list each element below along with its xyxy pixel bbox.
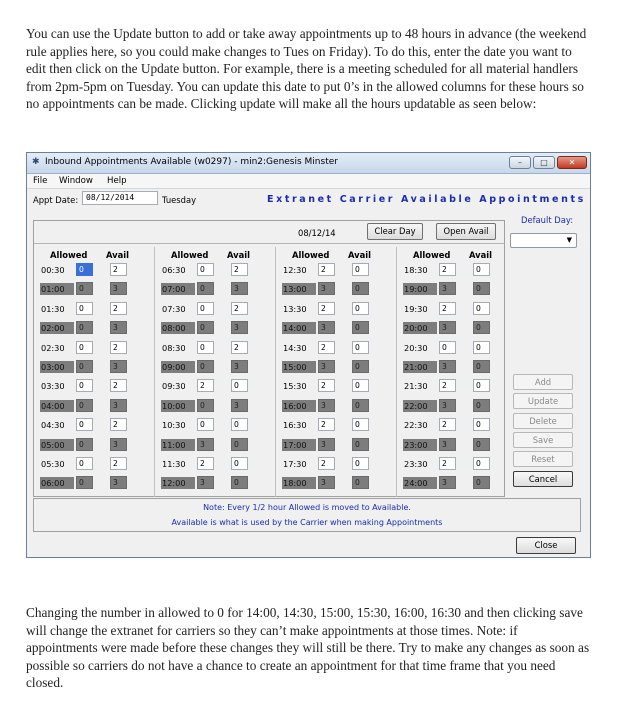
allowed-input[interactable]: 2: [439, 263, 456, 276]
avail-field: 0: [473, 379, 490, 392]
allowed-input[interactable]: 0: [197, 360, 214, 373]
avail-field: 0: [473, 476, 490, 489]
time-label: 03:30: [41, 381, 65, 392]
time-slot-row: [159, 340, 273, 355]
avail-field: 2: [231, 263, 248, 276]
time-label: 17:30: [283, 459, 307, 469]
allowed-input[interactable]: 2: [439, 302, 456, 315]
time-label: 08:00: [161, 322, 195, 334]
avail-field: 0: [231, 418, 248, 431]
time-label: 06:30: [162, 265, 186, 275]
time-slot-row: [280, 320, 394, 335]
time-slot-row: [401, 281, 515, 296]
time-label: 11:00: [161, 439, 195, 451]
allowed-input[interactable]: 0: [197, 263, 214, 276]
allowed-input[interactable]: 3: [439, 282, 456, 295]
allowed-input[interactable]: 0: [76, 399, 93, 412]
time-label: 19:00: [403, 283, 437, 295]
allowed-input[interactable]: 2: [318, 457, 335, 470]
time-slot-row: [401, 475, 515, 490]
column-separator: [275, 247, 276, 497]
avail-field: 0: [352, 341, 369, 354]
allowed-header: Allowed: [413, 250, 451, 260]
allowed-input[interactable]: 2: [318, 341, 335, 354]
time-label: 13:00: [282, 283, 316, 295]
avail-field: 2: [110, 302, 127, 315]
time-label: 21:30: [404, 381, 428, 392]
avail-field: 2: [110, 418, 127, 431]
time-label: 14:00: [282, 322, 316, 334]
avail-field: 0: [352, 418, 369, 431]
default-day-label: Default Day:: [521, 215, 574, 225]
allowed-input[interactable]: 3: [439, 321, 456, 334]
time-label: 02:00: [40, 322, 74, 334]
time-slot-row: [280, 340, 394, 355]
time-slot-row: [401, 320, 515, 335]
time-slot-row: [280, 359, 394, 374]
time-label: 17:00: [282, 439, 316, 451]
avail-field: 3: [110, 321, 127, 334]
banner-title: Extranet Carrier Available Appointments: [267, 194, 586, 205]
default-day-select[interactable]: [510, 233, 577, 248]
allowed-input[interactable]: 0: [439, 341, 456, 354]
allowed-input[interactable]: 2: [439, 457, 456, 470]
time-column-3: [280, 250, 394, 495]
avail-field: 0: [352, 321, 369, 334]
menu-bar: [27, 174, 590, 189]
avail-field: 0: [473, 360, 490, 373]
allowed-input[interactable]: 0: [76, 476, 93, 489]
time-label: 04:00: [40, 400, 74, 412]
time-label: 23:00: [403, 439, 437, 451]
time-label: 15:30: [283, 381, 307, 392]
allowed-input[interactable]: 0: [197, 302, 214, 315]
time-label: 20:00: [403, 322, 437, 334]
time-slot-row: [280, 301, 394, 316]
avail-field: 2: [110, 341, 127, 354]
time-label: 18:30: [404, 265, 428, 275]
avail-field: 3: [110, 399, 127, 412]
time-slot-row: [159, 398, 273, 413]
menu-help[interactable]: Help: [107, 176, 127, 186]
avail-field: 0: [473, 321, 490, 334]
time-label: 11:30: [162, 459, 186, 469]
time-label: 04:30: [41, 420, 65, 431]
time-label: 22:30: [404, 420, 428, 431]
appointments-window: [26, 152, 591, 558]
time-label: 13:30: [283, 303, 307, 314]
allowed-input[interactable]: 2: [197, 457, 214, 470]
allowed-input[interactable]: 3: [439, 438, 456, 451]
time-slot-row: [159, 417, 273, 432]
time-label: 07:00: [161, 283, 195, 295]
time-slot-row: [280, 262, 394, 277]
avail-field: 3: [110, 476, 127, 489]
delete-button[interactable]: Delete: [513, 413, 573, 429]
avail-field: 0: [473, 263, 490, 276]
allowed-input[interactable]: 3: [318, 438, 335, 451]
minimize-button[interactable]: [509, 156, 531, 169]
time-slot-row: [38, 417, 152, 432]
avail-field: 3: [231, 360, 248, 373]
add-button[interactable]: Add: [513, 374, 573, 390]
maximize-button[interactable]: [533, 156, 555, 169]
time-label: 05:00: [40, 439, 74, 451]
time-slot-row: [159, 378, 273, 393]
intro-paragraph: You can use the Update button to add or take away appointments up to 48 hours in advance (the weekend rule applies here, so you could make changes to Tues on Friday). To do this, enter the date you want to edit then click on the Update button. For example, there is a meeting scheduled for all material handlers from 2pm-5pm on Tuesday. You can update this date to put 0’s in the allowed columns for these hours so no appointments can be made. Clicking update will make all the hours updatable as seen below:: [26, 26, 587, 112]
avail-field: 3: [110, 438, 127, 451]
time-label: 18:00: [282, 477, 316, 489]
time-slot-row: [280, 378, 394, 393]
appt-date-input[interactable]: 08/12/2014: [82, 191, 158, 205]
time-label: 09:30: [162, 381, 186, 392]
allowed-input[interactable]: 3: [439, 360, 456, 373]
avail-field: 0: [231, 476, 248, 489]
avail-field: 0: [352, 282, 369, 295]
avail-field: 0: [352, 379, 369, 392]
minimize-icon: –: [518, 158, 522, 167]
time-slot-row: [38, 437, 152, 452]
app-icon: ✱: [32, 157, 40, 167]
avail-field: 3: [110, 282, 127, 295]
allowed-input[interactable]: 0: [76, 302, 93, 315]
allowed-input[interactable]: 0: [76, 341, 93, 354]
time-slot-row: [159, 320, 273, 335]
time-label: 10:30: [162, 420, 186, 431]
avail-field: 0: [473, 341, 490, 354]
time-label: 09:00: [161, 361, 195, 373]
time-label: 19:30: [404, 303, 428, 314]
save-button[interactable]: Save: [513, 432, 573, 448]
allowed-input[interactable]: 2: [439, 379, 456, 392]
maximize-icon: □: [540, 158, 548, 167]
avail-field: 0: [473, 438, 490, 451]
allowed-input[interactable]: 3: [197, 438, 214, 451]
allowed-input[interactable]: 0: [76, 321, 93, 334]
time-label: 02:30: [41, 342, 65, 353]
time-column-1: [38, 250, 152, 495]
avail-field: 0: [473, 302, 490, 315]
allowed-input[interactable]: 0: [76, 457, 93, 470]
allowed-input[interactable]: 3: [318, 321, 335, 334]
avail-header: Avail: [348, 250, 372, 260]
time-slot-row: [38, 456, 152, 471]
column-separator: [154, 247, 155, 497]
avail-field: 2: [110, 263, 127, 276]
time-slot-row: [159, 281, 273, 296]
allowed-header: Allowed: [171, 250, 209, 260]
allowed-input[interactable]: 0: [197, 418, 214, 431]
avail-field: 0: [473, 282, 490, 295]
avail-field: 2: [231, 341, 248, 354]
avail-field: 0: [231, 457, 248, 470]
clear-day-button[interactable]: Clear Day: [367, 223, 423, 240]
time-label: 20:30: [404, 342, 428, 353]
avail-field: 0: [473, 399, 490, 412]
allowed-input[interactable]: 3: [318, 282, 335, 295]
time-slot-row: [38, 359, 152, 374]
allowed-input[interactable]: 2: [318, 379, 335, 392]
allowed-input[interactable]: 0: [197, 321, 214, 334]
close-window-button[interactable]: [557, 156, 587, 169]
allowed-input[interactable]: 0: [197, 282, 214, 295]
chevron-down-icon: ▼: [566, 236, 572, 244]
allowed-input[interactable]: 3: [318, 399, 335, 412]
time-label: 05:30: [41, 459, 65, 469]
time-label: 06:00: [40, 477, 74, 489]
avail-field: 0: [231, 438, 248, 451]
time-slot-row: [38, 340, 152, 355]
allowed-input[interactable]: 3: [439, 476, 456, 489]
column-separator: [396, 247, 397, 497]
time-label: 16:30: [283, 420, 307, 431]
avail-field: 0: [352, 302, 369, 315]
title-bar[interactable]: [27, 153, 590, 174]
allowed-input[interactable]: 3: [318, 360, 335, 373]
avail-field: 2: [110, 457, 127, 470]
time-label: 03:00: [40, 361, 74, 373]
time-slot-row: [401, 340, 515, 355]
allowed-input[interactable]: 0: [76, 418, 93, 431]
appt-date-label: Appt Date:: [33, 195, 79, 205]
allowed-input[interactable]: 3: [439, 399, 456, 412]
time-label: 08:30: [162, 342, 186, 353]
time-label: 12:00: [161, 477, 195, 489]
avail-field: 0: [352, 360, 369, 373]
note-line-1: Note: Every 1/2 hour Allowed is moved to Available.: [203, 503, 411, 512]
avail-field: 0: [473, 457, 490, 470]
time-slot-row: [159, 437, 273, 452]
time-slot-row: [159, 456, 273, 471]
time-slot-row: [401, 378, 515, 393]
open-avail-button[interactable]: Open Avail: [436, 223, 496, 240]
time-slot-row: [280, 475, 394, 490]
time-slot-row: [401, 262, 515, 277]
time-label: 00:30: [41, 265, 65, 275]
time-slot-row: [159, 475, 273, 490]
avail-field: 0: [231, 379, 248, 392]
time-slot-row: [38, 475, 152, 490]
time-slot-row: [401, 301, 515, 316]
outro-paragraph: Changing the number in allowed to 0 for 14:00, 14:30, 15:00, 15:30, 16:00, 16:30 and then clicking save will change the extranet for carriers so they can’t make appointments at those times. Note: if appointments were made before these changes they will still be there. Try to make any changes as soon as possible so carriers do not have a chance to create an appointment for that time frame that you need closed.: [26, 605, 590, 691]
time-slot-row: [38, 398, 152, 413]
avail-header: Avail: [227, 250, 251, 260]
time-label: 23:30: [404, 459, 428, 469]
allowed-input[interactable]: 2: [318, 263, 335, 276]
avail-header: Avail: [106, 250, 130, 260]
avail-field: 3: [231, 399, 248, 412]
time-slot-row: [38, 320, 152, 335]
time-slot-row: [401, 417, 515, 432]
time-label: 16:00: [282, 400, 316, 412]
menu-file[interactable]: File: [33, 176, 48, 186]
time-slot-row: [38, 301, 152, 316]
time-slot-row: [280, 456, 394, 471]
allowed-input[interactable]: 2: [197, 379, 214, 392]
allowed-input[interactable]: 3: [318, 476, 335, 489]
time-column-4: [401, 250, 515, 495]
time-label: 15:00: [282, 361, 316, 373]
time-label: 10:00: [161, 400, 195, 412]
time-slot-row: [280, 417, 394, 432]
schedule-panel: [33, 220, 505, 497]
allowed-input[interactable]: 0: [76, 263, 93, 276]
time-slot-row: [401, 359, 515, 374]
allowed-input[interactable]: 3: [197, 476, 214, 489]
allowed-input[interactable]: 2: [318, 418, 335, 431]
allowed-header: Allowed: [50, 250, 88, 260]
time-slot-row: [159, 262, 273, 277]
time-label: 22:00: [403, 400, 437, 412]
time-slot-row: [38, 281, 152, 296]
window-title: Inbound Appointments Available (w0297) - min2:Genesis Minster: [45, 157, 338, 167]
weekday-label: Tuesday: [162, 195, 197, 205]
time-slot-row: [401, 456, 515, 471]
cancel-button[interactable]: Cancel: [513, 471, 573, 487]
allowed-input[interactable]: 0: [197, 399, 214, 412]
time-label: 12:30: [283, 265, 307, 275]
avail-field: 0: [352, 476, 369, 489]
avail-field: 2: [231, 302, 248, 315]
time-slot-row: [280, 437, 394, 452]
avail-field: 3: [110, 360, 127, 373]
avail-field: 3: [231, 321, 248, 334]
avail-field: 3: [231, 282, 248, 295]
allowed-input[interactable]: 0: [76, 360, 93, 373]
allowed-input[interactable]: 2: [439, 418, 456, 431]
time-label: 14:30: [283, 342, 307, 353]
close-button[interactable]: Close: [516, 537, 576, 554]
allowed-input[interactable]: 0: [76, 438, 93, 451]
time-slot-row: [38, 378, 152, 393]
reset-button[interactable]: Reset: [513, 451, 573, 467]
allowed-input[interactable]: 0: [76, 282, 93, 295]
time-slot-row: [280, 281, 394, 296]
avail-field: 0: [352, 399, 369, 412]
note-line-2: Available is what is used by the Carrier when making Appointments: [171, 518, 443, 527]
avail-field: 0: [473, 418, 490, 431]
time-label: 01:00: [40, 283, 74, 295]
time-column-2: [159, 250, 273, 495]
avail-field: 2: [110, 379, 127, 392]
panel-header: [34, 221, 504, 244]
allowed-input[interactable]: 2: [318, 302, 335, 315]
avail-header: Avail: [469, 250, 493, 260]
time-label: 24:00: [403, 477, 437, 489]
time-label: 07:30: [162, 303, 186, 314]
avail-field: 0: [352, 263, 369, 276]
time-slot-row: [159, 301, 273, 316]
time-slot-row: [401, 398, 515, 413]
update-button[interactable]: Update: [513, 393, 573, 409]
allowed-input[interactable]: 0: [197, 341, 214, 354]
allowed-input[interactable]: 0: [76, 379, 93, 392]
time-slot-row: [159, 359, 273, 374]
avail-field: 0: [352, 457, 369, 470]
time-slot-row: [401, 437, 515, 452]
time-label: 01:30: [41, 303, 65, 314]
allowed-header: Allowed: [292, 250, 330, 260]
note-box: [33, 498, 581, 532]
menu-window[interactable]: Window: [59, 176, 93, 186]
time-label: 21:00: [403, 361, 437, 373]
time-slot-row: [280, 398, 394, 413]
avail-field: 0: [352, 438, 369, 451]
panel-date: 08/12/14: [298, 228, 336, 238]
time-slot-row: [38, 262, 152, 277]
close-icon: ✕: [568, 158, 576, 167]
